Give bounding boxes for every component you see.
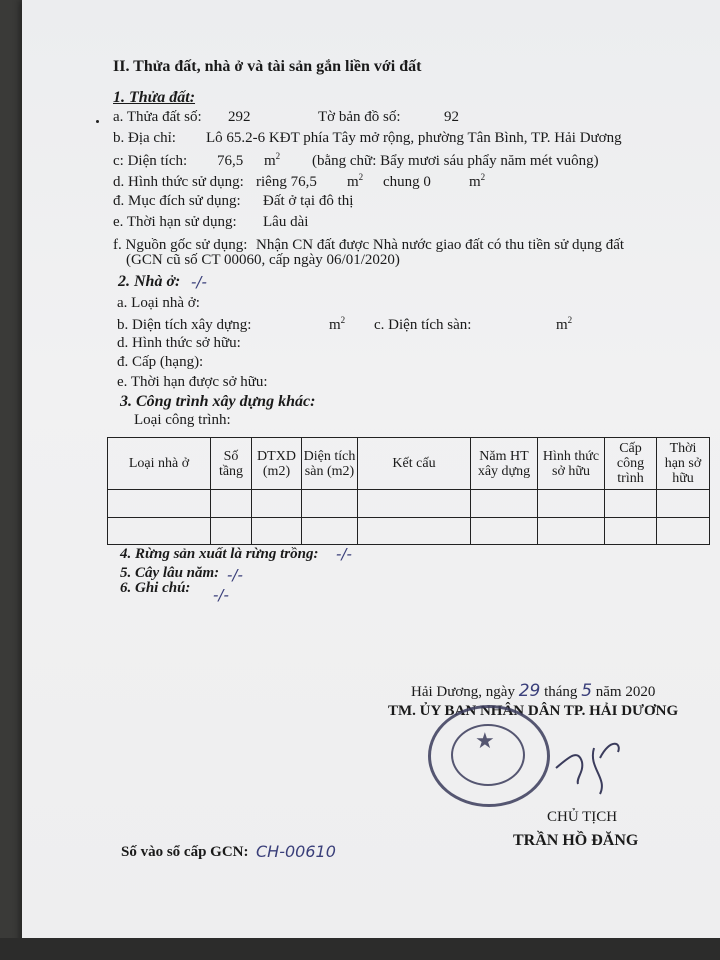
floor-area-unit: $m^2$ bbox=[556, 315, 573, 333]
signer-title: CHỦ TỊCH bbox=[547, 809, 618, 825]
usage-shared-unit: $m^2$ bbox=[469, 172, 486, 190]
house-heading: 2. Nhà ở: bbox=[118, 273, 181, 290]
table-header-row bbox=[108, 438, 710, 490]
house-type-label: a. Loại nhà ở: bbox=[117, 295, 200, 311]
usage-private-unit: $m^2$ bbox=[347, 172, 364, 190]
term-label: e. Thời hạn sử dụng: bbox=[113, 214, 237, 230]
col-structure: Kết cấu bbox=[358, 438, 471, 490]
registry-number: CH-00610 bbox=[256, 842, 336, 861]
works-heading: 3. Công trình xây dựng khác: bbox=[120, 393, 316, 410]
signer-name: TRẦN HỒ ĐĂNG bbox=[513, 832, 639, 849]
built-area-label: b. Diện tích xây dựng: bbox=[117, 317, 252, 333]
col-ownership-term: Thời hạn sở hữu bbox=[657, 438, 710, 490]
usage-form-label: d. Hình thức sử dụng: bbox=[113, 174, 244, 190]
place-date: Hải Dương, ngày 29 tháng 5 năm 2020 bbox=[411, 681, 656, 701]
construction-table bbox=[107, 437, 710, 545]
official-seal bbox=[428, 705, 550, 807]
col-ownership: Hình thức sở hữu bbox=[538, 438, 605, 490]
registry-label: Số vào sổ cấp GCN: bbox=[121, 844, 249, 860]
notes-value: -/- bbox=[213, 586, 229, 604]
works-type-label: Loại công trình: bbox=[134, 412, 231, 428]
map-number: 92 bbox=[444, 109, 459, 125]
origin-line-1: Nhận CN đất được Nhà nước giao đất có thu tiền sử dụng đất bbox=[256, 237, 625, 253]
address-label: b. Địa chỉ: bbox=[113, 130, 176, 146]
built-area-unit: $m^2$ bbox=[329, 315, 346, 333]
table-row bbox=[108, 517, 710, 544]
area-value: 76,5 bbox=[217, 153, 244, 169]
parcel-label: a. Thửa đất số: bbox=[113, 109, 202, 125]
area-label: c: Diện tích: bbox=[113, 153, 188, 169]
col-house-type: Loại nhà ở bbox=[108, 438, 211, 490]
address-value: Lô 65.2-6 KĐT phía Tây mở rộng, phường Tân Bình, TP. Hải Dương bbox=[206, 130, 622, 146]
notes-label: 6. Ghi chú: bbox=[120, 580, 191, 596]
col-grade: Cấp công trình bbox=[605, 438, 657, 490]
col-built-area: DTXD (m2) bbox=[252, 438, 302, 490]
table-row bbox=[108, 490, 710, 517]
land-heading: 1. Thửa đất: bbox=[113, 89, 196, 106]
paper-dot bbox=[96, 120, 99, 123]
ownership-label: d. Hình thức sở hữu: bbox=[117, 335, 241, 351]
forest-label: 4. Rừng sản xuất là rừng trồng: bbox=[120, 546, 319, 562]
purpose-value: Đất ở tại đô thị bbox=[263, 193, 354, 209]
grade-label: đ. Cấp (hạng): bbox=[117, 354, 204, 370]
origin-line-2: (GCN cũ số CT 00060, cấp ngày 06/01/2020) bbox=[126, 252, 400, 268]
perennial-label: 5. Cây lâu năm: bbox=[120, 565, 220, 581]
seal-star-icon: ★ bbox=[475, 728, 495, 753]
map-label: Tờ bản đồ số: bbox=[318, 109, 401, 125]
term-value: Lâu dài bbox=[263, 214, 309, 230]
perennial-value: -/- bbox=[227, 566, 243, 584]
handwritten-signature bbox=[548, 728, 628, 798]
area-in-words: (bằng chữ: Bẩy mươi sáu phẩy năm mét vuông) bbox=[312, 153, 599, 169]
area-unit: $m^2$ bbox=[264, 151, 281, 169]
col-floors: Số tầng bbox=[211, 438, 252, 490]
authority-name: TM. ỦY BAN NHÂN DÂN TP. HẢI DƯƠNG bbox=[388, 703, 679, 719]
col-floor-area: Diện tích sàn (m2) bbox=[302, 438, 358, 490]
origin-label: f. Nguồn gốc sử dụng: bbox=[113, 237, 248, 253]
col-year-built: Năm HT xây dựng bbox=[471, 438, 538, 490]
house-term-label: e. Thời hạn được sở hữu: bbox=[117, 374, 268, 390]
parcel-number: 292 bbox=[228, 109, 251, 125]
section-title: II. Thửa đất, nhà ở và tài sản gắn liền với đất bbox=[113, 58, 422, 75]
usage-private: riêng 76,5 bbox=[256, 174, 317, 190]
usage-shared: chung 0 bbox=[383, 174, 431, 190]
background-shadow bbox=[0, 938, 720, 960]
house-heading-value: -/- bbox=[191, 273, 207, 291]
purpose-label: đ. Mục đích sử dụng: bbox=[113, 193, 241, 209]
floor-area-label: c. Diện tích sàn: bbox=[374, 317, 472, 333]
forest-value: -/- bbox=[336, 545, 352, 563]
